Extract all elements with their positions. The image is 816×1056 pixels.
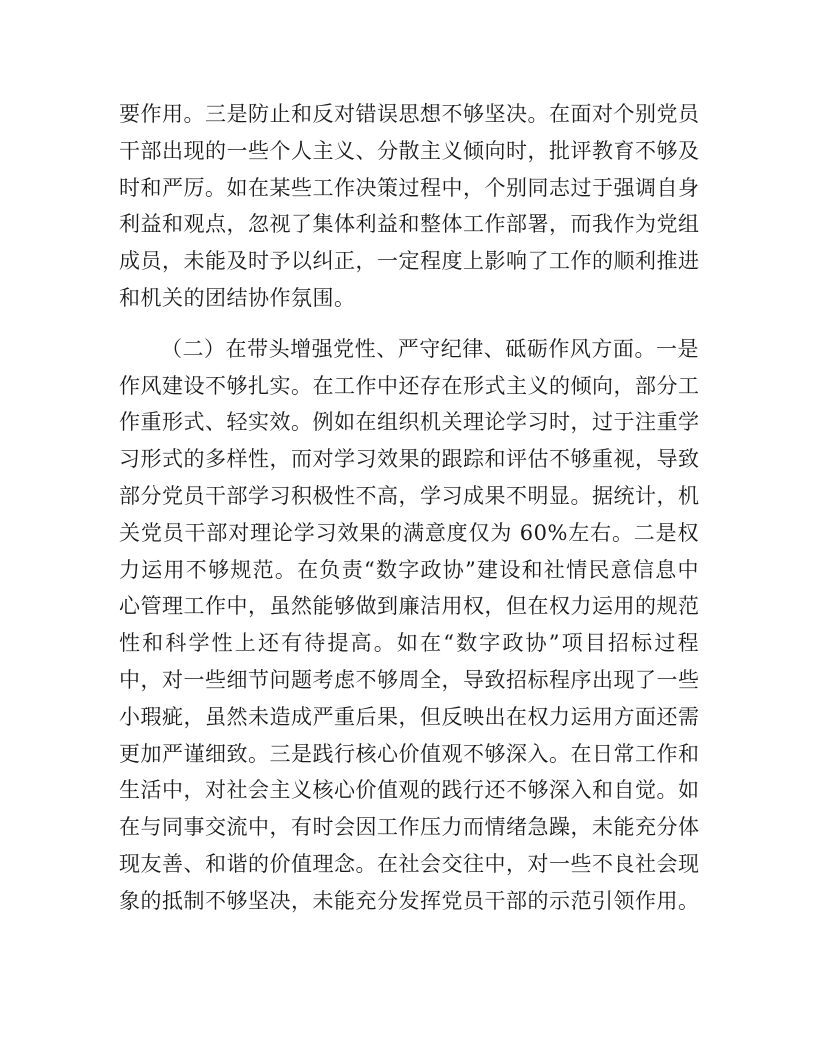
paragraph-line: 在与同事交流中，有时会因工作压力而情绪急躁，未能充分体 [119,815,700,840]
paragraph-2 [119,331,699,920]
paragraph-line: 象的抵制不够坚决，未能充分发挥党员干部的示范引领作用。 [119,888,700,913]
paragraph-line: 时和严厉。如在某些工作决策过程中，个别同志过于强调自身 [119,175,700,200]
paragraph-line: 要作用。三是防止和反对错误思想不够坚决。在面对个别党员 [119,102,700,126]
paragraph-line: 性和科学性上还有待提高。如在“数字政协”项目招标过程 [119,631,699,656]
paragraph-line: 干部出现的一些个人主义、分散主义倾向时，批评教育不够及 [119,138,700,163]
paragraph-line: 成员，未能及时予以纠正，一定程度上影响了工作的顺利推进 [119,249,700,274]
paragraph-line: （二）在带头增强党性、严守纪律、砥砺作风方面。一是 [161,336,699,361]
paragraph-line: 部分党员干部学习积极性不高，学习成果不明显。据统计，机 [119,483,700,508]
paragraph-line: 力运用不够规范。在负责“数字政协”建设和社情民意信息中 [119,557,699,582]
paragraph-line: 和机关的团结协作氛围。 [119,285,356,310]
paragraph-line: 作风建设不够扎实。在工作中还存在形式主义的倾向，部分工 [119,373,700,398]
paragraph-line: 习形式的多样性，而对学习效果的跟踪和评估不够重视，导致 [119,447,700,472]
paragraph-line: 心管理工作中，虽然能够做到廉洁用权，但在权力运用的规范 [119,594,700,619]
paragraph-line: 中，对一些细节问题考虑不够周全，导致招标程序出现了一些 [119,667,700,692]
paragraph-line: 利益和观点，忽视了集体利益和整体工作部署，而我作为党组 [119,212,700,237]
paragraph-1 [119,96,699,317]
document-body [119,96,699,920]
paragraph-line: 更加严谨细致。三是践行核心价值观不够深入。在日常工作和 [119,741,700,766]
paragraph-line: 关党员干部对理论学习效果的满意度仅为 60%左右。二是权 [119,520,699,545]
paragraph-line: 现友善、和谐的价值理念。在社会交往中，对一些不良社会现 [119,851,700,876]
paragraph-line: 生活中，对社会主义核心价值观的践行还不够深入和自觉。如 [119,778,700,803]
paragraph-line: 作重形式、轻实效。例如在组织机关理论学习时，过于注重学 [119,410,700,435]
paragraph-spacer [119,317,699,331]
paragraph-line: 小瑕疵，虽然未造成严重后果，但反映出在权力运用方面还需 [119,704,700,729]
